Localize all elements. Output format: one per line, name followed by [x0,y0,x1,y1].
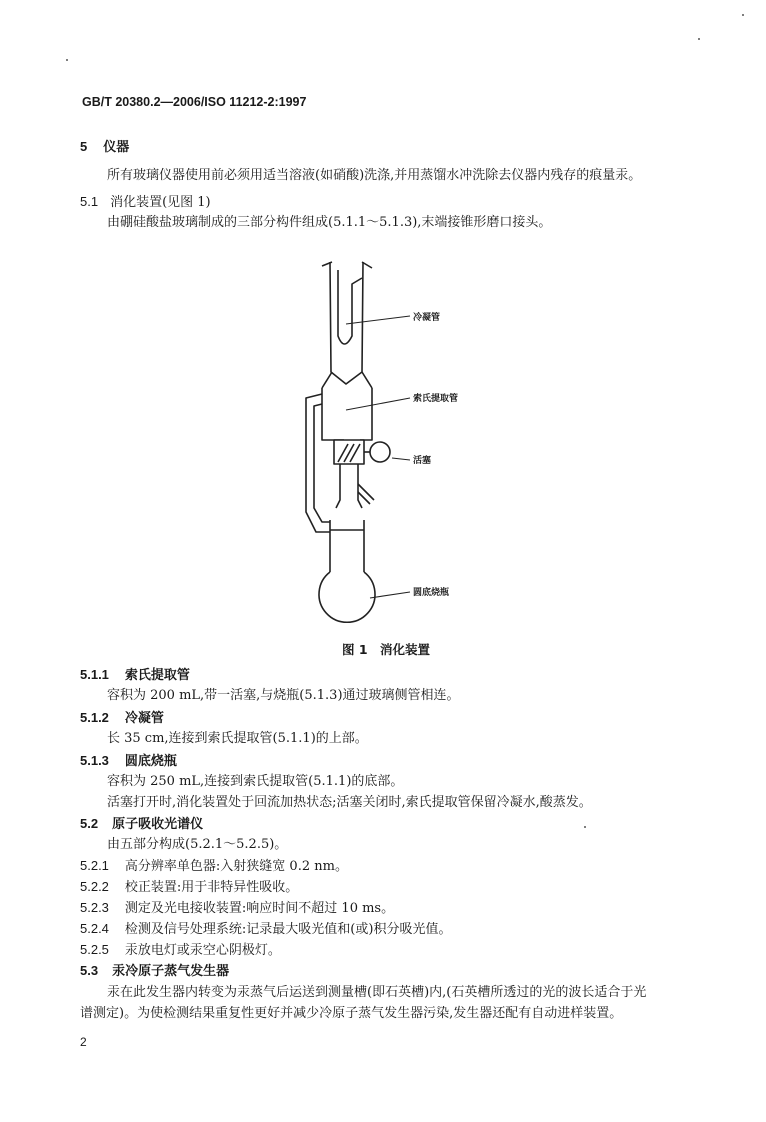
paragraph-soxhlet-desc: 容积为 200 mL,带一活塞,与烧瓶(5.1.3)通过玻璃侧管相连。 [107,688,460,703]
section-number: 5.1.3 [80,753,109,768]
item-text: 高分辨率单色器:入射狭缝宽 0.2 nm。 [124,859,348,874]
section-title: 索氏提取管 [124,668,190,683]
scan-speck [698,38,700,40]
page-number: 2 [80,1035,87,1049]
section-number: 5.1.2 [80,710,109,725]
item-text: 测定及光电接收装置:响应时间不超过 10 ms。 [124,901,395,916]
label-soxhlet-tube: 索氏提取管 [413,394,459,404]
paragraph-aas-parts: 由五部分构成(5.2.1～5.2.5)。 [107,837,288,852]
section-title: 仪器 [103,140,130,155]
scan-speck [742,14,744,16]
round-bottom-flask [319,572,375,622]
section-number: 5.2 [80,816,99,831]
leader-flask [370,592,410,598]
section-number: 5.1 [80,194,99,209]
item-number: 5.2.1 [80,858,109,873]
stopcock-knob [370,442,390,462]
leader-condenser [346,316,410,324]
paragraph-digestion-apparatus: 由硼硅酸盐玻璃制成的三部分构件组成(5.1.1～5.1.3),末端接锥形磨口接头。 [107,215,552,230]
flask-neck [330,520,364,572]
item-5-2-1 [80,858,348,875]
label-stopcock: 活塞 [413,456,432,466]
item-5-2-2 [80,879,298,896]
standard-code: GB/T 20380.2—2006/ISO 11212-2:1997 [82,95,307,109]
item-5-2-4 [80,921,451,938]
condenser-joint [322,372,372,388]
section-number: 5 [80,139,88,154]
leader-soxhlet [346,398,410,410]
item-text: 检测及信号处理系统:记录最大吸光值和(或)积分吸光值。 [124,922,452,937]
section-title: 原子吸收光谱仪 [112,817,204,832]
item-number: 5.2.2 [80,879,109,894]
section-5-1-3-heading [80,753,177,770]
item-number: 5.2.4 [80,921,109,936]
item-5-2-5 [80,942,281,959]
paragraph-condenser-desc: 长 35 cm,连接到索氏提取管(5.1.1)的上部。 [107,731,368,746]
paragraph-flask-desc: 容积为 250 mL,连接到索氏提取管(5.1.1)的底部。 [107,774,404,789]
label-round-bottom-flask: 圆底烧瓶 [413,588,450,598]
section-title: 消化装置(见图 1) [110,195,211,210]
short-side-arm [358,484,374,504]
item-text: 汞放电灯或汞空心阴极灯。 [124,943,281,958]
condenser-inner-tube [338,270,362,344]
paragraph-glassware-cleaning: 所有玻璃仪器使用前必须用适当溶液(如硝酸)洗涤,并用蒸馏水冲洗除去仪器内残存的痕量汞。 [107,168,642,183]
section-title: 圆底烧瓶 [124,754,177,769]
section-title: 汞冷原子蒸气发生器 [112,964,230,979]
section-5-1-1-heading [80,667,190,684]
scan-speck [584,826,586,828]
paragraph-stopcock-operation: 活塞打开时,消化装置处于回流加热状态;活塞关闭时,索氏提取管保留冷凝水,酸蒸发。 [107,795,592,810]
item-number: 5.2.3 [80,900,109,915]
side-tube-outer [306,394,330,532]
item-text: 校正装置:用于非特异性吸收。 [124,880,299,895]
figure-caption: 图 1 消化装置 [342,642,431,657]
section-title: 冷凝管 [124,711,164,726]
paragraph-cold-vapor-line1: 汞在此发生器内转变为汞蒸气后运送到测量槽(即石英槽)内,(石英槽所透过的光的波长适合于光 [107,985,647,1000]
paragraph-cold-vapor-line2: 谱测定)。为使检测结果重复性更好并减少冷原子蒸气发生器污染,发生器还配有自动进样装置。 [80,1006,623,1021]
section-number: 5.1.1 [80,667,109,682]
label-condenser: 冷凝管 [413,313,441,323]
lower-tube [336,464,362,508]
item-5-2-3 [80,900,394,917]
section-number: 5.3 [80,963,99,978]
leader-stopcock [392,458,410,460]
scan-speck [66,59,68,61]
section-5-2-heading [80,816,203,833]
item-number: 5.2.5 [80,942,109,957]
section-5-1-2-heading [80,710,164,727]
soxhlet-body [322,388,372,440]
section-5-3-heading [80,963,229,980]
